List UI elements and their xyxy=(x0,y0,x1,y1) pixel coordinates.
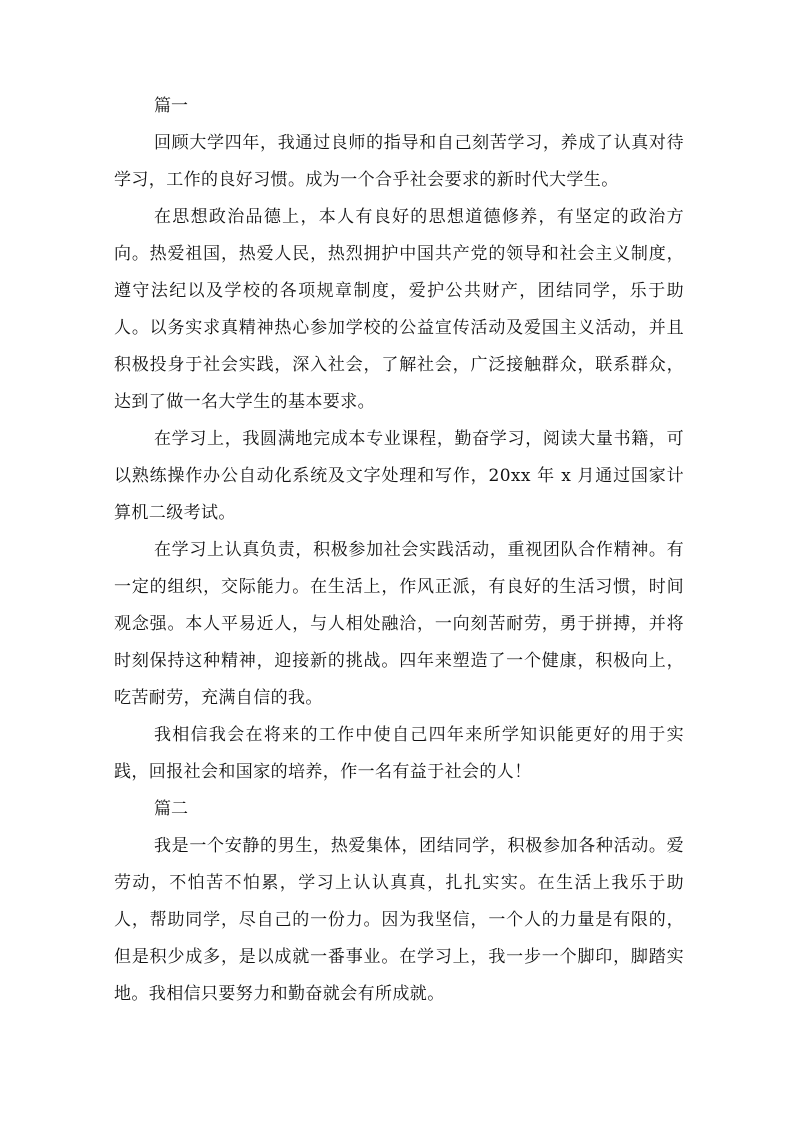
document-body xyxy=(114,88,684,1013)
section-1-paragraph-4: 在学习上认真负责，积极参加社会实践活动，重视团队合作精神。有一定的组织，交际能力。在生活上，作风正派，有良好的生活习惯，时间观念强。本人平易近人，与人相处融洽，一向刻苦耐劳，勇于拼搏，并将时刻保持这种精神，迎接新的挑战。四年来塑造了一个健康，积极向上，吃苦耐劳，充满自信的我。 xyxy=(114,540,684,708)
section-2-paragraph-1: 我是一个安静的男生，热爱集体，团结同学，积极参加各种活动。爱劳动，不怕苦不怕累，学习上认认真真，扎扎实实。在生活上我乐于助人，帮助同学，尽自己的一份力。因为我坚信，一个人的力量是有限的，但是积少成多，是以成就一番事业。在学习上，我一步一个脚印，脚踏实地。我相信只要努力和勤奋就会有所成就。 xyxy=(114,836,684,1004)
section-1-paragraph-3: 在学习上，我圆满地完成本专业课程，勤奋学习，阅读大量书籍，可以熟练操作办公自动化系统及文字处理和写作，20xx 年 x 月通过国家计算机二级考试。 xyxy=(114,429,684,523)
section-title-1: 篇一 xyxy=(154,96,188,116)
section-1-paragraph-5: 我相信我会在将来的工作中使自己四年来所学知识能更好的用于实践，回报社会和国家的培养，作一名有益于社会的人！ xyxy=(114,725,684,782)
section-1-paragraph-2: 在思想政治品德上，本人有良好的思想道德修养，有坚定的政治方向。热爱祖国，热爱人民，热烈拥护中国共产党的领导和社会主义制度，遵守法纪以及学校的各项规章制度，爱护公共财产，团结同学，乐于助人。以务实求真精神热心参加学校的公益宣传活动及爱国主义活动，并且积极投身于社会实践，深入社会，了解社会，广泛接触群众，联系群众，达到了做一名大学生的基本要求。 xyxy=(114,207,684,412)
section-1-paragraph-1: 回顾大学四年，我通过良师的指导和自己刻苦学习，养成了认真对待学习，工作的良好习惯。成为一个合乎社会要求的新时代大学生。 xyxy=(114,133,684,190)
section-title-2: 篇二 xyxy=(154,799,188,819)
